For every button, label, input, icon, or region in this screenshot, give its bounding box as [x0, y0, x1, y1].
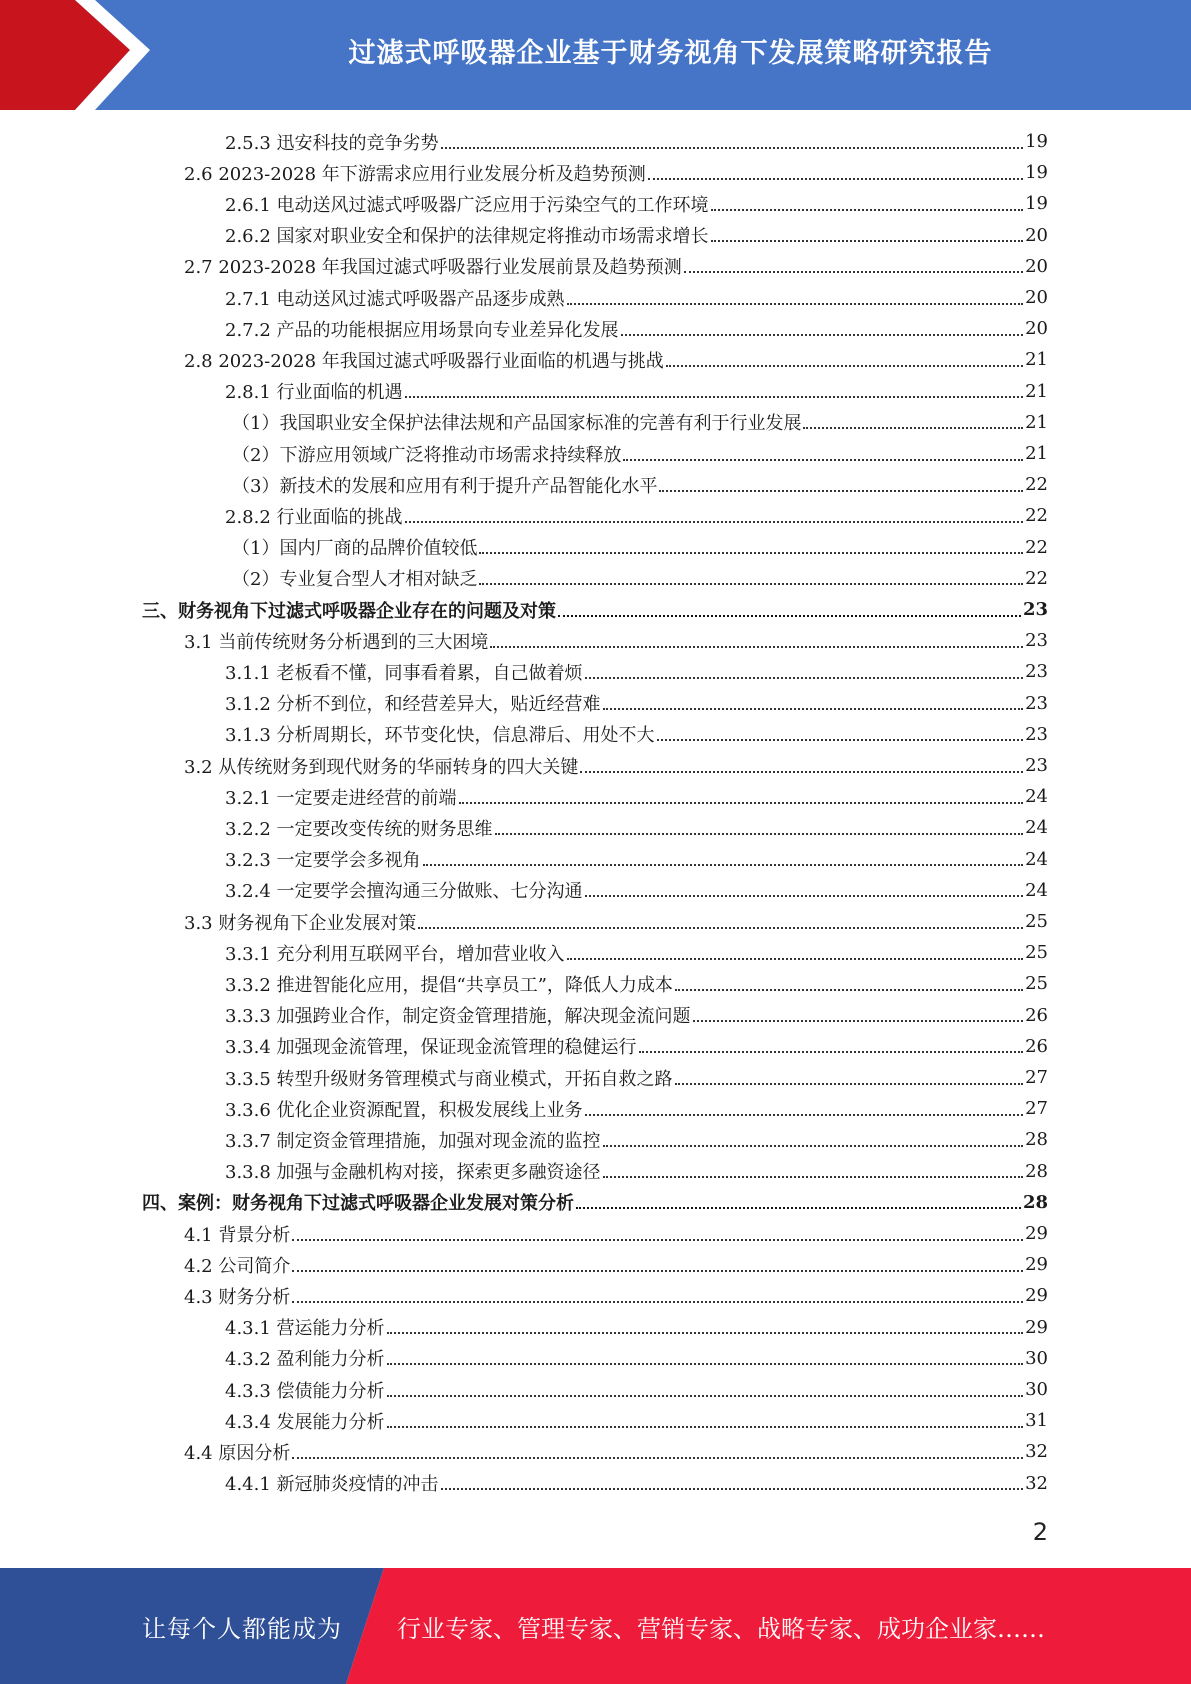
- toc-entry-label: 3.2.1 一定要走进经营的前端: [225, 787, 457, 809]
- toc-dot-leader: [585, 1114, 1024, 1116]
- page-number: 2: [1032, 1518, 1048, 1546]
- toc-entry-label: 3.1.2 分析不到位，和经营差异大，贴近经营难: [225, 694, 601, 716]
- toc-dot-leader: [459, 802, 1024, 804]
- toc-entry-label: 2.6 2023-2028 年下游需求应用行业发展分析及趋势预测: [184, 163, 646, 185]
- toc-entry-label: 3.3.1 充分利用互联网平台，增加营业收入: [225, 943, 565, 965]
- toc-entry-page: 26: [1025, 1004, 1048, 1026]
- toc-entry-page: 28: [1025, 1129, 1048, 1151]
- toc-entry-page: 24: [1025, 817, 1048, 839]
- toc-entry-label: 3.3.2 推进智能化应用，提倡“共享员工”，降低人力成本: [225, 974, 673, 996]
- toc-entry-page: 19: [1025, 193, 1048, 215]
- toc-entry-page: 19: [1025, 131, 1048, 152]
- toc-dot-leader: [490, 646, 1023, 648]
- toc-entry-page: 21: [1025, 349, 1048, 371]
- toc-entry-page: 29: [1025, 1285, 1048, 1307]
- toc-entry[interactable]: [225, 282, 1048, 313]
- toc-entry[interactable]: [184, 344, 1048, 375]
- toc-entry-label: 3.2.3 一定要学会多视角: [225, 850, 421, 872]
- toc-entry-label: 2.5.3 迅安科技的竞争劣势: [225, 132, 439, 154]
- toc-entry[interactable]: [184, 1436, 1048, 1467]
- toc-entry[interactable]: [142, 1187, 1048, 1218]
- toc-entry[interactable]: [232, 438, 1048, 469]
- toc-entry[interactable]: [225, 1124, 1048, 1155]
- toc-entry-page: 23: [1022, 599, 1048, 620]
- toc-entry-page: 32: [1025, 1441, 1048, 1463]
- toc-dot-leader: [479, 552, 1023, 554]
- toc-entry[interactable]: [225, 1031, 1048, 1062]
- toc-dot-leader: [803, 427, 1023, 429]
- toc-entry[interactable]: [225, 937, 1048, 968]
- toc-entry[interactable]: [184, 251, 1048, 282]
- toc-entry-label: 4.3.3 偿债能力分析: [225, 1380, 385, 1402]
- toc-dot-leader: [567, 303, 1024, 305]
- toc-entry-label: 3.2.4 一定要学会擅沟通三分做账、七分沟通: [225, 881, 583, 903]
- toc-entry[interactable]: [225, 844, 1048, 875]
- toc-entry-page: 25: [1025, 911, 1048, 932]
- toc-entry-page: 26: [1025, 1035, 1048, 1057]
- toc-dot-leader: [623, 459, 1023, 461]
- toc-entry-page: 22: [1025, 536, 1048, 558]
- toc-dot-leader: [479, 583, 1023, 585]
- footer-slogan-left: 让每个人都能成为: [142, 1614, 342, 1643]
- toc-entry[interactable]: [225, 968, 1048, 999]
- toc-entry-page: 19: [1025, 162, 1048, 184]
- toc-entry[interactable]: [225, 500, 1048, 531]
- toc-entry-page: 27: [1025, 1098, 1048, 1120]
- toc-dot-leader: [585, 677, 1024, 679]
- toc-entry[interactable]: [225, 1405, 1048, 1436]
- toc-entry-label: 2.7 2023-2028 年我国过滤式呼吸器行业发展前景及趋势预测: [184, 257, 682, 279]
- toc-entry[interactable]: [225, 812, 1048, 843]
- toc-entry-page: 24: [1025, 879, 1048, 901]
- toc-entry-label: 3.3 财务视角下企业发展对策: [184, 912, 417, 934]
- toc-entry-page: 25: [1025, 973, 1048, 995]
- toc-entry-label: 2.6.1 电动送风过滤式呼吸器广泛应用于污染空气的工作环境: [225, 194, 709, 216]
- toc-entry-page: 24: [1025, 786, 1048, 808]
- toc-dot-leader: [657, 739, 1024, 741]
- toc-entry[interactable]: [225, 781, 1048, 812]
- toc-dot-leader: [405, 521, 1024, 523]
- toc-entry-label: 四、案例：财务视角下过滤式呼吸器企业发展对策分析: [142, 1193, 574, 1215]
- toc-entry-label: 2.8.1 行业面临的机遇: [225, 382, 403, 404]
- toc-entry-label: 3.1 当前传统财务分析遇到的三大困境: [184, 631, 489, 653]
- toc-entry-page: 20: [1025, 255, 1048, 277]
- toc-entry-label: 4.3.4 发展能力分析: [225, 1411, 385, 1433]
- toc-entry-label: 2.8 2023-2028 年我国过滤式呼吸器行业面临的机遇与挑战: [184, 350, 664, 372]
- toc-entry-label: （3）新技术的发展和应用有利于提升产品智能化水平: [232, 475, 658, 497]
- toc-entry[interactable]: [225, 1374, 1048, 1405]
- toc-entry[interactable]: [232, 407, 1048, 438]
- toc-entry-label: 3.3.8 加强与金融机构对接，探索更多融资途径: [225, 1162, 601, 1184]
- toc-entry[interactable]: [184, 750, 1048, 781]
- toc-entry[interactable]: [184, 625, 1048, 656]
- toc-entry-page: 30: [1025, 1347, 1048, 1369]
- toc-entry-page: 21: [1025, 380, 1048, 402]
- toc-entry[interactable]: [225, 1343, 1048, 1374]
- toc-entry[interactable]: [225, 688, 1048, 719]
- toc-entry-page: 22: [1025, 505, 1048, 527]
- toc-dot-leader: [292, 1301, 1023, 1303]
- toc-entry-page: 22: [1025, 474, 1048, 496]
- toc-entry[interactable]: [225, 313, 1048, 344]
- toc-entry-page: 20: [1025, 318, 1048, 340]
- toc-entry-label: 4.1 背景分析: [184, 1224, 291, 1246]
- toc-dot-leader: [648, 178, 1023, 180]
- toc-entry-label: 4.2 公司简介: [184, 1255, 291, 1277]
- toc-entry-label: （2）下游应用领域广泛将推动市场需求持续释放: [232, 444, 622, 466]
- toc-dot-leader: [292, 1239, 1023, 1241]
- toc-entry-label: 3.3.3 加强跨业合作，制定资金管理措施，解决现金流问题: [225, 1006, 691, 1028]
- toc-entry-page: 24: [1025, 848, 1048, 870]
- toc-entry[interactable]: [232, 469, 1048, 500]
- footer-slogan-right: 行业专家、管理专家、营销专家、战略专家、成功企业家……: [397, 1614, 1045, 1643]
- toc-entry[interactable]: [225, 1468, 1048, 1499]
- toc-entry-page: 31: [1025, 1410, 1048, 1432]
- toc-entry-page: 23: [1025, 692, 1048, 714]
- toc-entry-page: 21: [1025, 443, 1048, 464]
- toc-entry-label: 3.1.1 老板看不懂，同事看着累，自己做着烦: [225, 662, 583, 684]
- toc-entry[interactable]: [225, 376, 1048, 407]
- toc-entry-page: 29: [1025, 1254, 1048, 1276]
- toc-entry[interactable]: [225, 719, 1048, 750]
- toc-dot-leader: [495, 833, 1024, 835]
- toc-entry-label: （2）专业复合型人才相对缺乏: [232, 569, 478, 591]
- toc-entry-page: 23: [1025, 723, 1048, 745]
- toc-entry-label: 4.3.2 盈利能力分析: [225, 1349, 385, 1371]
- toc-entry-label: 2.7.1 电动送风过滤式呼吸器产品逐步成熟: [225, 288, 565, 310]
- toc-dot-leader: [576, 1207, 1021, 1209]
- toc-entry-label: 4.4 原因分析: [184, 1442, 291, 1464]
- toc-dot-leader: [603, 1145, 1024, 1147]
- toc-entry[interactable]: [225, 220, 1048, 251]
- toc-entry[interactable]: [225, 875, 1048, 906]
- toc-dot-leader: [418, 927, 1023, 929]
- toc-entry-page: 30: [1025, 1379, 1048, 1400]
- toc-entry[interactable]: [225, 1000, 1048, 1031]
- toc-entry[interactable]: [232, 563, 1048, 594]
- toc-dot-leader: [387, 1363, 1024, 1365]
- toc-entry-label: 3.3.5 转型升级财务管理模式与商业模式，开拓自救之路: [225, 1068, 673, 1090]
- toc-entry-page: 32: [1025, 1472, 1048, 1494]
- toc-entry-label: 3.3.4 加强现金流管理，保证现金流管理的稳健运行: [225, 1037, 637, 1059]
- toc-entry-page: 20: [1025, 287, 1048, 308]
- toc-dot-leader: [684, 271, 1023, 273]
- toc-dot-leader: [558, 615, 1021, 617]
- toc-dot-leader: [585, 895, 1024, 897]
- toc-entry-page: 27: [1025, 1067, 1048, 1088]
- toc-dot-leader: [621, 334, 1024, 336]
- toc-dot-leader: [441, 147, 1024, 149]
- page-footer: [0, 1568, 1191, 1684]
- toc-dot-leader: [387, 1332, 1024, 1334]
- toc-dot-leader: [441, 1488, 1024, 1490]
- toc-dot-leader: [387, 1395, 1024, 1397]
- report-title: 过滤式呼吸器企业基于财务视角下发展策略研究报告: [348, 37, 993, 69]
- toc-dot-leader: [292, 1270, 1023, 1272]
- toc-entry-label: （1）国内厂商的品牌价值较低: [232, 538, 478, 560]
- toc-entry[interactable]: [225, 188, 1048, 219]
- toc-dot-leader: [675, 1083, 1024, 1085]
- toc-dot-leader: [711, 240, 1024, 242]
- toc-entry-page: 28: [1025, 1160, 1048, 1182]
- red-chevron-logo: [0, 0, 150, 110]
- toc-entry[interactable]: [142, 594, 1048, 625]
- toc-entry[interactable]: [225, 126, 1048, 157]
- toc-dot-leader: [387, 1426, 1024, 1428]
- toc-entry-page: 25: [1025, 942, 1048, 964]
- toc-dot-leader: [711, 209, 1024, 211]
- toc-dot-leader: [693, 1020, 1024, 1022]
- toc-entry-page: 21: [1025, 411, 1048, 433]
- toc-entry[interactable]: [225, 1093, 1048, 1124]
- toc-entry-page: 29: [1025, 1223, 1048, 1244]
- toc-entry[interactable]: [184, 1249, 1048, 1280]
- toc-dot-leader: [292, 1457, 1023, 1459]
- toc-entry[interactable]: [232, 532, 1048, 563]
- toc-dot-leader: [659, 490, 1023, 492]
- toc-entry[interactable]: [184, 157, 1048, 188]
- toc-entry-page: 23: [1025, 630, 1048, 652]
- toc-entry-page: 23: [1025, 661, 1048, 683]
- toc-dot-leader: [423, 864, 1024, 866]
- toc-entry-page: 22: [1025, 567, 1048, 589]
- toc-entry-label: 2.8.2 行业面临的挑战: [225, 506, 403, 528]
- page-header: [0, 0, 1191, 110]
- toc-entry[interactable]: [225, 1062, 1048, 1093]
- toc-dot-leader: [603, 1176, 1024, 1178]
- toc-dot-leader: [666, 365, 1023, 367]
- toc-entry[interactable]: [225, 1156, 1048, 1187]
- toc-entry-page: 29: [1025, 1316, 1048, 1338]
- toc-entry-label: 2.6.2 国家对职业安全和保护的法律规定将推动市场需求增长: [225, 226, 709, 248]
- toc-entry[interactable]: [184, 906, 1048, 937]
- toc-dot-leader: [580, 771, 1023, 773]
- toc-entry-label: 4.4.1 新冠肺炎疫情的冲击: [225, 1474, 439, 1496]
- toc-entry-label: 3.3.7 制定资金管理措施，加强对现金流的监控: [225, 1130, 601, 1152]
- toc-entry[interactable]: [225, 656, 1048, 687]
- toc-entry[interactable]: [225, 1312, 1048, 1343]
- toc-entry-label: 三、财务视角下过滤式呼吸器企业存在的问题及对策: [142, 600, 556, 622]
- toc-entry-label: 3.2 从传统财务到现代财务的华丽转身的四大关键: [184, 756, 579, 778]
- toc-entry-label: （1）我国职业安全保护法律法规和产品国家标准的完善有利于行业发展: [232, 413, 802, 435]
- toc-entry-label: 3.1.3 分析周期长，环节变化快，信息滞后、用处不大: [225, 725, 655, 747]
- toc-entry-label: 3.2.2 一定要改变传统的财务思维: [225, 818, 493, 840]
- toc-entry-page: 28: [1022, 1191, 1048, 1213]
- toc-entry-page: 20: [1025, 224, 1048, 246]
- toc-dot-leader: [567, 958, 1024, 960]
- toc-entry-label: 2.7.2 产品的功能根据应用场景向专业差异化发展: [225, 319, 619, 341]
- toc-entry-label: 4.3 财务分析: [184, 1286, 291, 1308]
- toc-dot-leader: [405, 396, 1024, 398]
- toc-entry-page: 23: [1025, 755, 1048, 776]
- toc-dot-leader: [639, 1051, 1024, 1053]
- toc-entry[interactable]: [184, 1280, 1048, 1311]
- toc-dot-leader: [675, 989, 1023, 991]
- toc-entry-label: 4.3.1 营运能力分析: [225, 1318, 385, 1340]
- toc-entry[interactable]: [184, 1218, 1048, 1249]
- toc-entry-label: 3.3.6 优化企业资源配置，积极发展线上业务: [225, 1099, 583, 1121]
- toc-dot-leader: [603, 708, 1024, 710]
